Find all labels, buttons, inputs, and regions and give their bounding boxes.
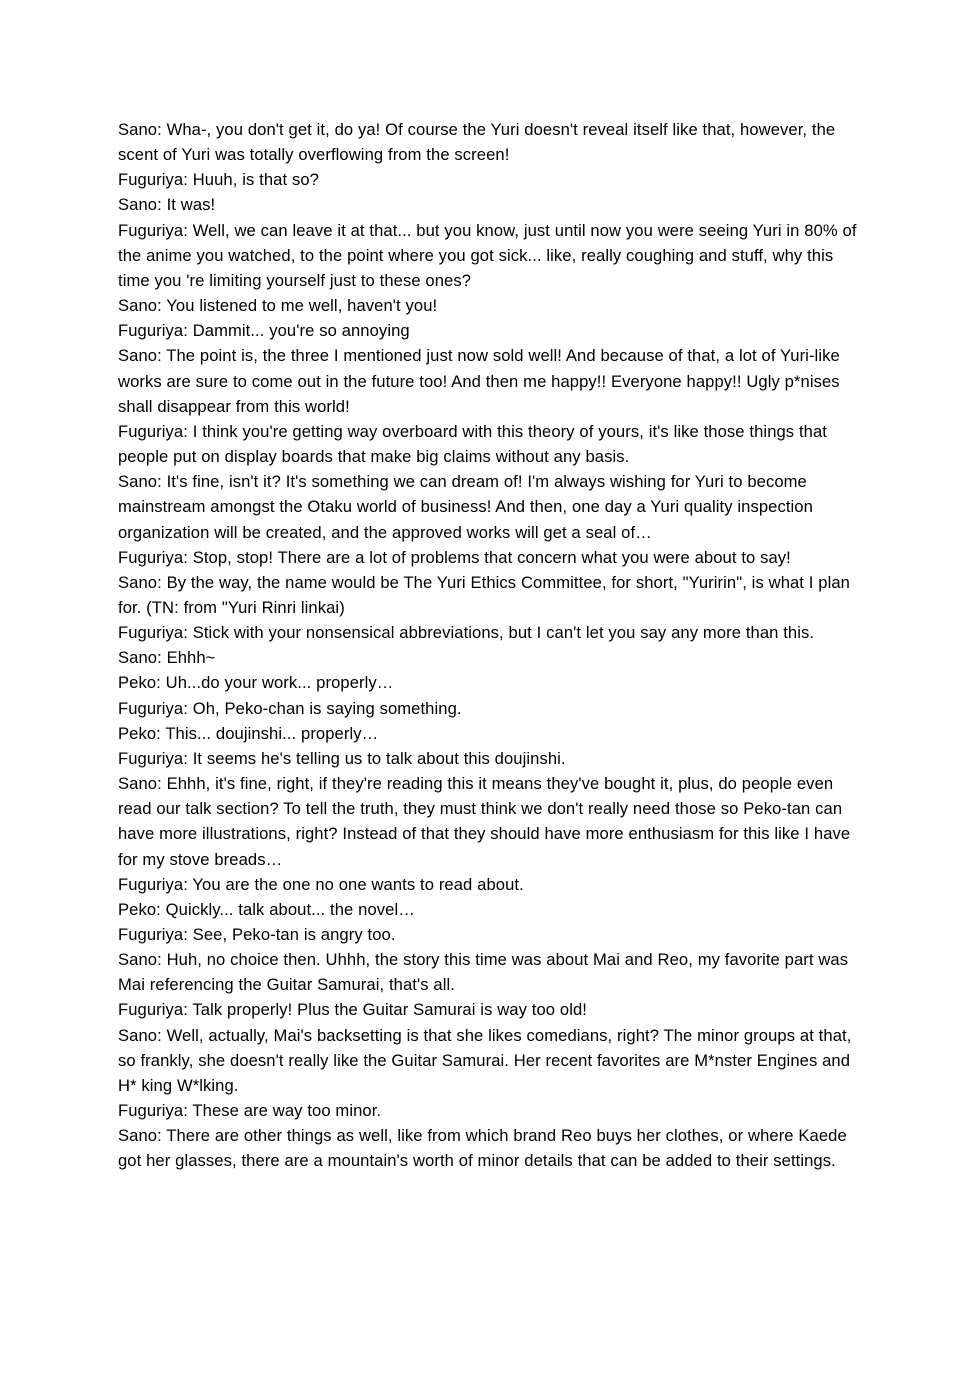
dialogue-line: Fuguriya: Talk properly! Plus the Guitar Samurai is way too old! [118,1000,587,1020]
dialogue-line: Fuguriya: You are the one no one wants to read about. [118,874,524,894]
dialogue-text-column [118,117,862,1174]
dialogue-line: Fuguriya: These are way too minor. [118,1101,382,1121]
dialogue-line: Sano: Wha-, you don't get it, do ya! Of course the Yuri doesn't reveal itself like that, however, the scent of Yuri was totally overflowing from the screen! [118,120,836,165]
dialogue-line: Fuguriya: Stick with your nonsensical abbreviations, but I can't let you say any more than this. [118,623,815,643]
dialogue-line: Fuguriya: It seems he's telling us to talk about this doujinshi. [118,748,566,768]
dialogue-line: Peko: Quickly... talk about... the novel… [118,899,415,919]
dialogue-line: Sano: By the way, the name would be The Yuri Ethics Committee, for short, "Yuririn", is what I plan for. (TN: from "Yuri Rinri linkai) [118,572,850,617]
dialogue-line: Sano: Huh, no choice then. Uhhh, the story this time was about Mai and Reo, my favorite part was Mai referencing the Guitar Samurai, that's all. [118,950,849,995]
dialogue-line: Sano: It was! [118,195,216,215]
dialogue-line: Fuguriya: See, Peko-tan is angry too. [118,925,396,944]
dialogue-line: Sano: There are other things as well, like from which brand Reo buys her clothes, or where Kaede got her glasses, there are a mountain's worth of minor details that can be added to their settings. [118,1126,847,1171]
dialogue-line: Fuguriya: Well, we can leave it at that... but you know, just until now you were seeing Yuri in 80% of the anime you watched, to the point where you got sick... like, really coughing and stuff, why this time you 're limiting yourself just to these ones? [118,220,857,290]
dialogue-line: Peko: Uh...do your work... properly… [118,673,394,693]
dialogue-line: Sano: It's fine, isn't it? It's something we can dream of! I'm always wishing for Yuri to become mainstream amongst the Otaku world of business! And then, one day a Yuri quality inspection organization will be created, and the approved works will get a seal of… [118,472,813,542]
dialogue-line: Fuguriya: Huuh, is that so? [118,170,319,190]
dialogue-line: Sano: You listened to me well, haven't you! [118,296,438,316]
dialogue-line: Peko: This... doujinshi... properly… [118,723,379,743]
dialogue-line: Sano: Ehhh, it's fine, right, if they're reading this it means they've bought it, plus, do people even read our talk section? To tell the truth, they must think we don't really need those so Peko-tan can have more illustrations, right? Instead of that they should have more enthusiasm for this like I have for my stove breads… [118,774,851,869]
dialogue-line: Fuguriya: I think you're getting way overboard with this theory of yours, it's like those things that people put on display boards that make big claims without any basis. [118,421,827,467]
dialogue-line: Fuguriya: Dammit... you're so annoying [118,321,410,341]
dialogue-line: Fuguriya: Stop, stop! There are a lot of problems that concern what you were about to say! [118,547,791,567]
dialogue-line: Sano: Ehhh~ [118,648,216,668]
dialogue-line: Fuguriya: Oh, Peko-chan is saying something. [118,698,462,718]
dialogue-line: Sano: The point is, the three I mentioned just now sold well! And because of that, a lot of Yuri-like works are sure to come out in the future too! And then me happy!! Everyone happy!! Ugly p*nises shall disappear from this world! [118,346,840,416]
dialogue-line: Sano: Well, actually, Mai's backsetting is that she likes comedians, right? The minor groups at that, so frankly, she doesn't really like the Guitar Samurai. Her recent favorites are M*nster Engines and H* king W*lking. [118,1025,852,1095]
